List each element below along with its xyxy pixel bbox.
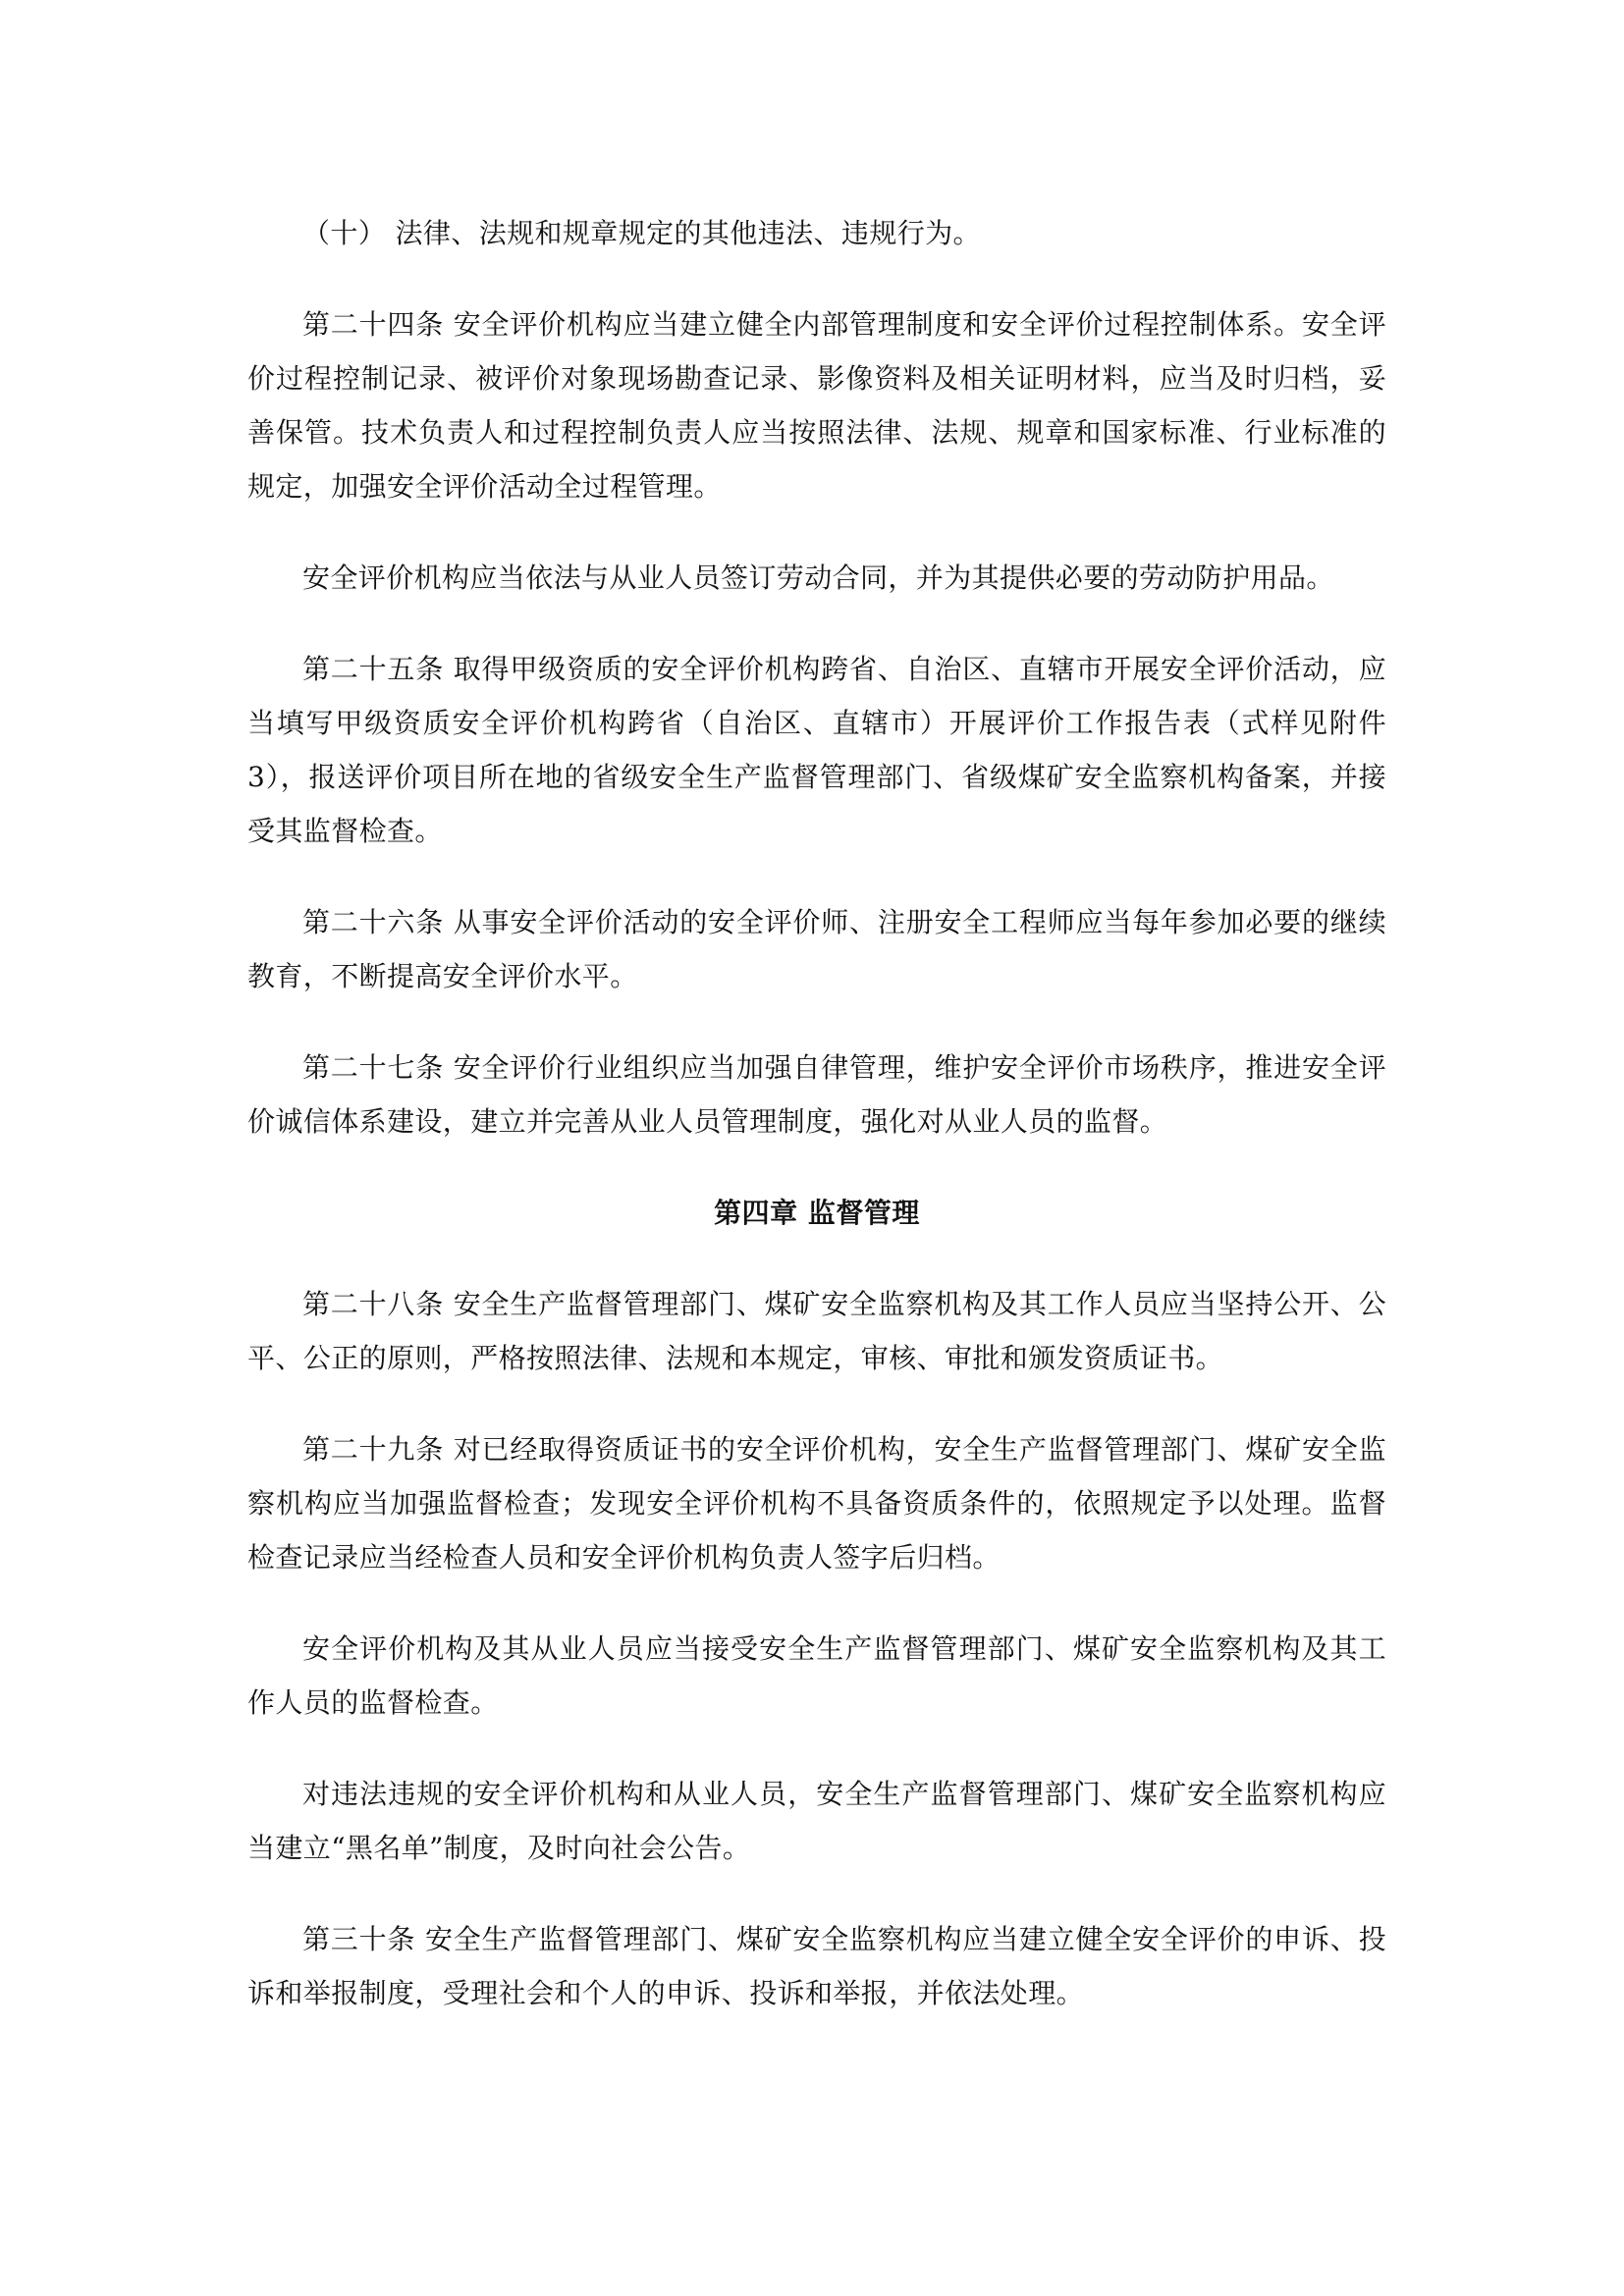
article-24-paragraph-2: 安全评价机构应当依法与从业人员签订劳动合同，并为其提供必要的劳动防护用品。	[302, 561, 1334, 594]
chapter-4-heading: 第四章 监督管理	[714, 1197, 920, 1229]
article-26-paragraph: 第二十六条 从事安全评价活动的安全评价师、注册安全工程师应当每年参加必要的继续教育，不断提高安全评价水平。	[247, 906, 1386, 992]
item-10-paragraph: （十） 法律、法规和规章规定的其他违法、违规行为。	[302, 217, 981, 249]
article-29-paragraph-1: 第二十九条 对已经取得资质证书的安全评价机构，安全生产监督管理部门、煤矿安全监察机构应当加强监督检查；发现安全评价机构不具备资质条件的，依照规定予以处理。监督检查记录应当经检查人员和安全评价机构负责人签字后归档。	[247, 1433, 1386, 1574]
article-25-paragraph: 第二十五条 取得甲级资质的安全评价机构跨省、自治区、直辖市开展安全评价活动，应当填写甲级资质安全评价机构跨省（自治区、直辖市）开展评价工作报告表（式样见附件 3），报送评价项目所在地的省级安全生产监督管理部门、省级煤矿安全监察机构备案，并接受其监督检查。	[247, 653, 1386, 847]
article-24-paragraph-1: 第二十四条 安全评价机构应当建立健全内部管理制度和安全评价过程控制体系。安全评价过程控制记录、被评价对象现场勘查记录、影像资料及相关证明材料，应当及时归档，妥善保管。技术负责人和过程控制负责人应当按照法律、法规、规章和国家标准、行业标准的规定，加强安全评价活动全过程管理。	[247, 308, 1386, 503]
article-29-paragraph-3: 对违法违规的安全评价机构和从业人员，安全生产监督管理部门、煤矿安全监察机构应当建立“黑名单”制度，及时向社会公告。	[247, 1778, 1386, 1864]
document-body	[247, 206, 1386, 2020]
article-27-paragraph: 第二十七条 安全评价行业组织应当加强自律管理，维护安全评价市场秩序，推进安全评价诚信体系建设，建立并完善从业人员管理制度，强化对从业人员的监督。	[247, 1051, 1386, 1138]
article-29-paragraph-2: 安全评价机构及其从业人员应当接受安全生产监督管理部门、煤矿安全监察机构及其工作人员的监督检查。	[247, 1632, 1386, 1719]
article-28-paragraph: 第二十八条 安全生产监督管理部门、煤矿安全监察机构及其工作人员应当坚持公开、公平、公正的原则，严格按照法律、法规和本规定，审核、审批和颁发资质证书。	[247, 1288, 1386, 1374]
article-30-paragraph: 第三十条 安全生产监督管理部门、煤矿安全监察机构应当建立健全安全评价的申诉、投诉和举报制度，受理社会和个人的申诉、投诉和举报，并依法处理。	[247, 1923, 1386, 2009]
